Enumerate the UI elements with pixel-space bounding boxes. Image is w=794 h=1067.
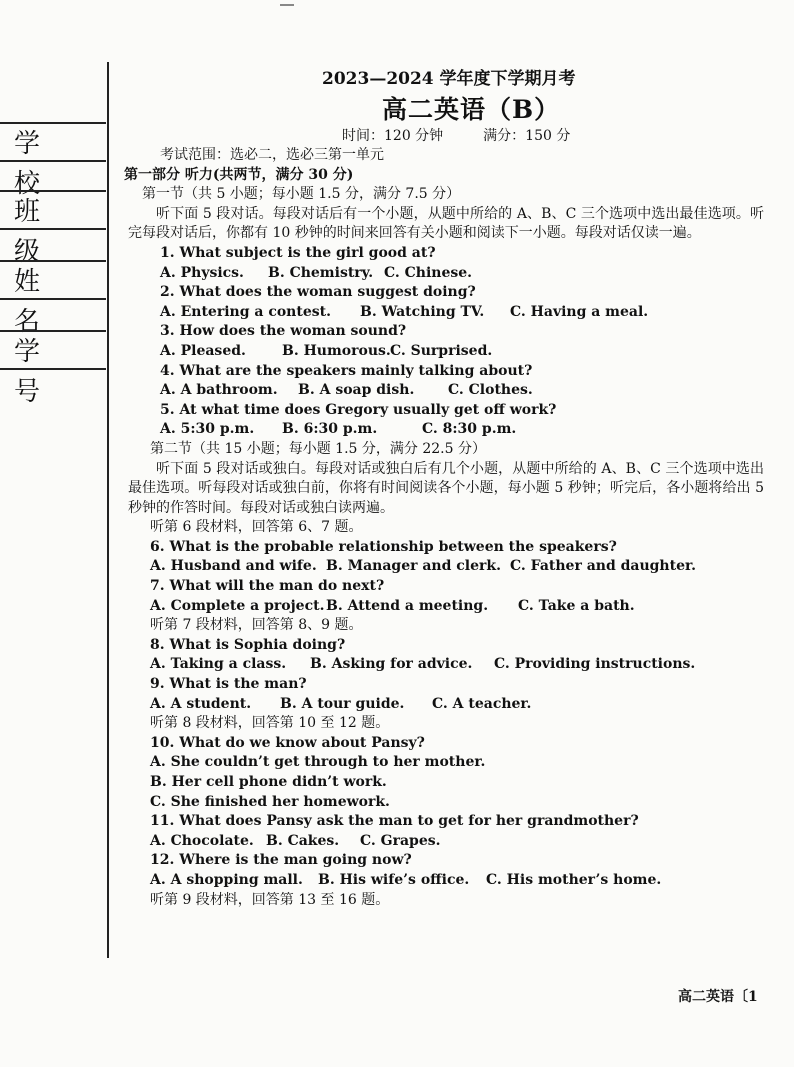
option-a[interactable]: A. A student. (150, 695, 252, 712)
question-4-options (128, 381, 764, 401)
question-11-options (128, 832, 764, 852)
class-field[interactable] (0, 190, 106, 267)
question-9: 9. What is the man? (150, 676, 307, 693)
option-c[interactable]: C. A teacher. (432, 695, 532, 712)
question-3: 3. How does the woman sound? (160, 323, 407, 340)
question-8: 8. What is Sophia doing? (150, 636, 346, 653)
option-a[interactable]: A. A bathroom. (160, 382, 278, 399)
section1-instructions: 听下面 5 段对话。每段对话后有一个小题，从题中所给的 A、B、C 三个选项中选出最佳选项。听完每段对话后，你都有 10 秒钟的时间来回答有关小题和阅读下一小题。每段对话仅读一遍。 (128, 205, 764, 242)
option-b[interactable]: B. Manager and clerk. (326, 558, 501, 575)
option-c[interactable]: C. Father and daughter. (510, 558, 696, 575)
section2-instructions: 听下面 5 段对话或独白。每段对话或独白后有几个小题，从题中所给的 A、B、C 三个选项中选出最佳选项。听每段对话或独白前，你将有时间阅读各个小题，每小题 5 秒钟；听完后，各小题将给出 5 秒钟的作答时间。每段对话或独白读两遍。 (128, 460, 764, 516)
question-7-options (128, 597, 764, 617)
question-1-options (128, 264, 764, 284)
option-c[interactable]: C. His mother’s home. (486, 871, 662, 888)
option-a[interactable]: A. Physics. (160, 264, 244, 281)
option-a[interactable]: A. Chocolate. (150, 832, 254, 849)
option-c[interactable]: C. Chinese. (384, 264, 473, 281)
option-a[interactable]: A. A shopping mall. (150, 871, 303, 888)
option-a[interactable]: A. Complete a project. (150, 597, 325, 614)
option-c[interactable]: C. Clothes. (448, 382, 533, 399)
option-a[interactable]: A. 5:30 p.m. (160, 421, 255, 438)
question-5-options (128, 420, 764, 440)
question-12: 12. Where is the man going now? (150, 852, 412, 869)
material-9-note: 听第 9 段材料，回答第 13 至 16 题。 (150, 891, 390, 908)
option-a[interactable]: A. Entering a contest. (160, 303, 331, 320)
option-b[interactable]: B. Chemistry. (268, 264, 374, 281)
option-b[interactable]: B. A soap dish. (298, 382, 415, 399)
class-label: 班 级 (14, 197, 55, 267)
school-field[interactable] (0, 122, 106, 199)
question-9-options (128, 695, 764, 715)
option-c[interactable]: C. Take a bath. (518, 597, 635, 614)
page-footer: 高二英语〔1 (678, 989, 758, 1005)
student-id-field[interactable] (0, 330, 106, 407)
binding-margin-line (107, 62, 109, 958)
question-12-options (128, 871, 764, 891)
question-8-options (128, 655, 764, 675)
name-field[interactable] (0, 260, 106, 337)
question-1: 1. What subject is the girl good at? (160, 244, 436, 261)
option-a[interactable]: A. Husband and wife. (150, 558, 317, 575)
option-b[interactable]: B. 6:30 p.m. (282, 421, 378, 438)
question-2-options (128, 303, 764, 323)
option-c[interactable]: C. Having a meal. (510, 303, 649, 320)
option-c[interactable]: C. Surprised. (390, 342, 493, 359)
option-c[interactable]: C. Providing instructions. (494, 656, 696, 673)
question-10-option-c[interactable]: C. She finished her homework. (150, 793, 390, 810)
option-b[interactable]: B. Asking for advice. (310, 656, 473, 673)
exam-meta (342, 125, 570, 145)
option-c[interactable]: C. 8:30 p.m. (422, 421, 517, 438)
question-10-option-b[interactable]: B. Her cell phone didn’t work. (150, 774, 387, 790)
part1-heading: 第一部分 听力(共两节，满分 30 分) (124, 166, 354, 183)
question-10: 10. What do we know about Pansy? (150, 734, 425, 751)
option-c[interactable]: C. Grapes. (360, 832, 441, 849)
section2-heading: 第二节（共 15 小题；每小题 1.5 分，满分 22.5 分） (150, 440, 486, 457)
option-b[interactable]: B. Humorous. (282, 342, 391, 359)
subject-title: 高二英语（B） (382, 95, 561, 124)
exam-title: 2023—2024 学年度下学期月考 (322, 69, 576, 89)
exam-body (124, 146, 764, 910)
material-8-note: 听第 8 段材料，回答第 10 至 12 题。 (150, 715, 390, 732)
question-7: 7. What will the man do next? (150, 578, 385, 595)
school-label: 学 校 (14, 129, 55, 199)
question-2: 2. What does the woman suggest doing? (160, 284, 476, 301)
material-6-note: 听第 6 段材料，回答第 6、7 题。 (150, 519, 363, 536)
exam-score: 满分：150 分 (483, 128, 571, 144)
exam-scope: 考试范围：选必二，选必三第一单元 (160, 147, 384, 163)
question-6: 6. What is the probable relationship between the speakers? (150, 538, 617, 555)
option-b[interactable]: B. Cakes. (266, 832, 340, 849)
question-6-options (128, 557, 764, 577)
option-b[interactable]: B. Attend a meeting. (326, 597, 489, 614)
question-5: 5. At what time does Gregory usually get off work? (160, 401, 557, 418)
option-a[interactable]: A. Taking a class. (150, 656, 287, 673)
name-label: 姓 名 (14, 267, 55, 337)
option-b[interactable]: B. Watching TV. (360, 303, 485, 320)
material-7-note: 听第 7 段材料，回答第 8、9 题。 (150, 617, 363, 634)
option-a[interactable]: A. Pleased. (160, 342, 246, 359)
scan-mark (280, 4, 294, 6)
question-10-option-a[interactable]: A. She couldn’t get through to her mother. (150, 754, 486, 771)
option-b[interactable]: B. His wife’s office. (318, 871, 470, 888)
student-id-label: 学 号 (14, 337, 55, 407)
option-b[interactable]: B. A tour guide. (280, 695, 405, 712)
question-4: 4. What are the speakers mainly talking about? (160, 362, 533, 379)
question-3-options (128, 342, 764, 362)
exam-time: 时间：120 分钟 (342, 128, 444, 144)
question-11: 11. What does Pansy ask the man to get for her grandmother? (150, 813, 639, 830)
section1-heading: 第一节（共 5 小题；每小题 1.5 分，满分 7.5 分） (142, 186, 461, 203)
